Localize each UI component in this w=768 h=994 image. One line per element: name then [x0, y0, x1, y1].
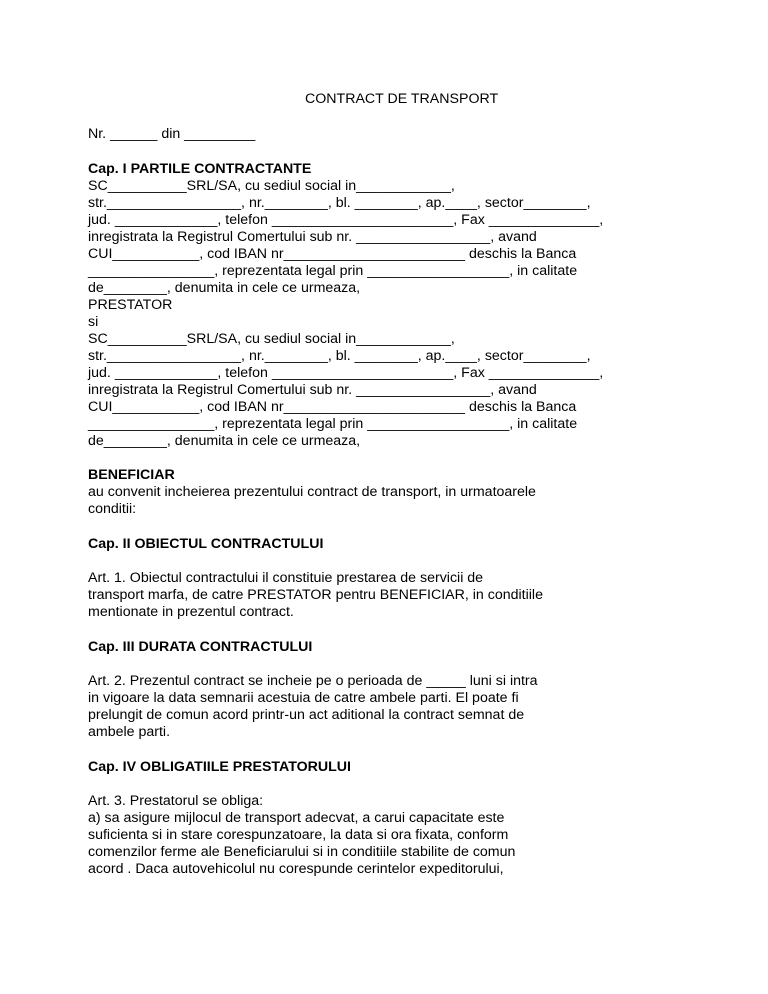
art2-line: prelungit de comun acord printr-un act aditional la contract semnat de: [88, 707, 525, 723]
party1-role: PRESTATOR: [88, 297, 173, 313]
agreement-line: conditii:: [88, 501, 137, 517]
party1-line: str._________________, nr.________, bl. ________, ap.____, sector________,: [88, 195, 591, 211]
party2-line: str._________________, nr.________, bl. ________, ap.____, sector________,: [88, 348, 591, 364]
art1-line: mentionate in prezentul contract.: [88, 604, 294, 620]
contract-number-line: Nr. ______ din _________: [88, 126, 256, 142]
party2-line: jud. _____________, telefon _______________________, Fax ______________,: [88, 365, 604, 381]
party2-role: BENEFICIAR: [88, 467, 175, 483]
art2-line: in vigoare la data semnarii acestuia de catre ambele parti. El poate fi: [88, 690, 519, 706]
party2-line: CUI___________, cod IBAN nr_______________________ deschis la Banca: [88, 399, 577, 415]
party2-line: de________, denumita in cele ce urmeaza,: [88, 433, 361, 449]
party2-line: ________________, reprezentata legal prin __________________, in calitate: [88, 416, 578, 432]
cap3-heading: Cap. III DURATA CONTRACTULUI: [88, 639, 313, 655]
parties-conjunction: si: [88, 314, 99, 330]
party1-line: de________, denumita in cele ce urmeaza,: [88, 280, 361, 296]
art2-line: ambele parti.: [88, 724, 171, 740]
cap1-heading: Cap. I PARTILE CONTRACTANTE: [88, 161, 312, 177]
art1-line: transport marfa, de catre PRESTATOR pentru BENEFICIAR, in conditiile: [88, 587, 543, 603]
party1-line: SC__________SRL/SA, cu sediul social in____________,: [88, 178, 455, 194]
art3-a-line: acord . Daca autovehicolul nu corespunde cerintelor expeditorului,: [88, 861, 504, 877]
art3-a-line: a) sa asigure mijlocul de transport adecvat, a carui capacitate este: [88, 810, 505, 826]
party1-line: CUI___________, cod IBAN nr_______________________ deschis la Banca: [88, 246, 577, 262]
art1-line: Art. 1. Obiectul contractului il constituie prestarea de servicii de: [88, 570, 484, 586]
party2-line: inregistrata la Registrul Comertului sub nr. _________________, avand: [88, 382, 537, 398]
party1-line: inregistrata la Registrul Comertului sub nr. _________________, avand: [88, 229, 537, 245]
cap4-heading: Cap. IV OBLIGATIILE PRESTATORULUI: [88, 759, 351, 775]
party1-line: ________________, reprezentata legal prin __________________, in calitate: [88, 263, 578, 279]
party2-line: SC__________SRL/SA, cu sediul social in____________,: [88, 331, 455, 347]
cap2-heading: Cap. II OBIECTUL CONTRACTULUI: [88, 536, 324, 552]
art3-a-line: suficienta si in stare corespunzatoare, la data si ora fixata, conform: [88, 827, 509, 843]
contract-title: CONTRACT DE TRANSPORT: [305, 91, 499, 107]
agreement-line: au convenit incheierea prezentului contract de transport, in urmatoarele: [88, 484, 536, 500]
party1-line: jud. _____________, telefon _______________________, Fax ______________,: [88, 212, 604, 228]
art3-intro: Art. 3. Prestatorul se obliga:: [88, 793, 264, 809]
art3-a-line: comenzilor ferme ale Beneficiarului si in conditiile stabilite de comun: [88, 844, 516, 860]
art2-line: Art. 2. Prezentul contract se incheie pe o perioada de _____ luni si intra: [88, 673, 538, 689]
